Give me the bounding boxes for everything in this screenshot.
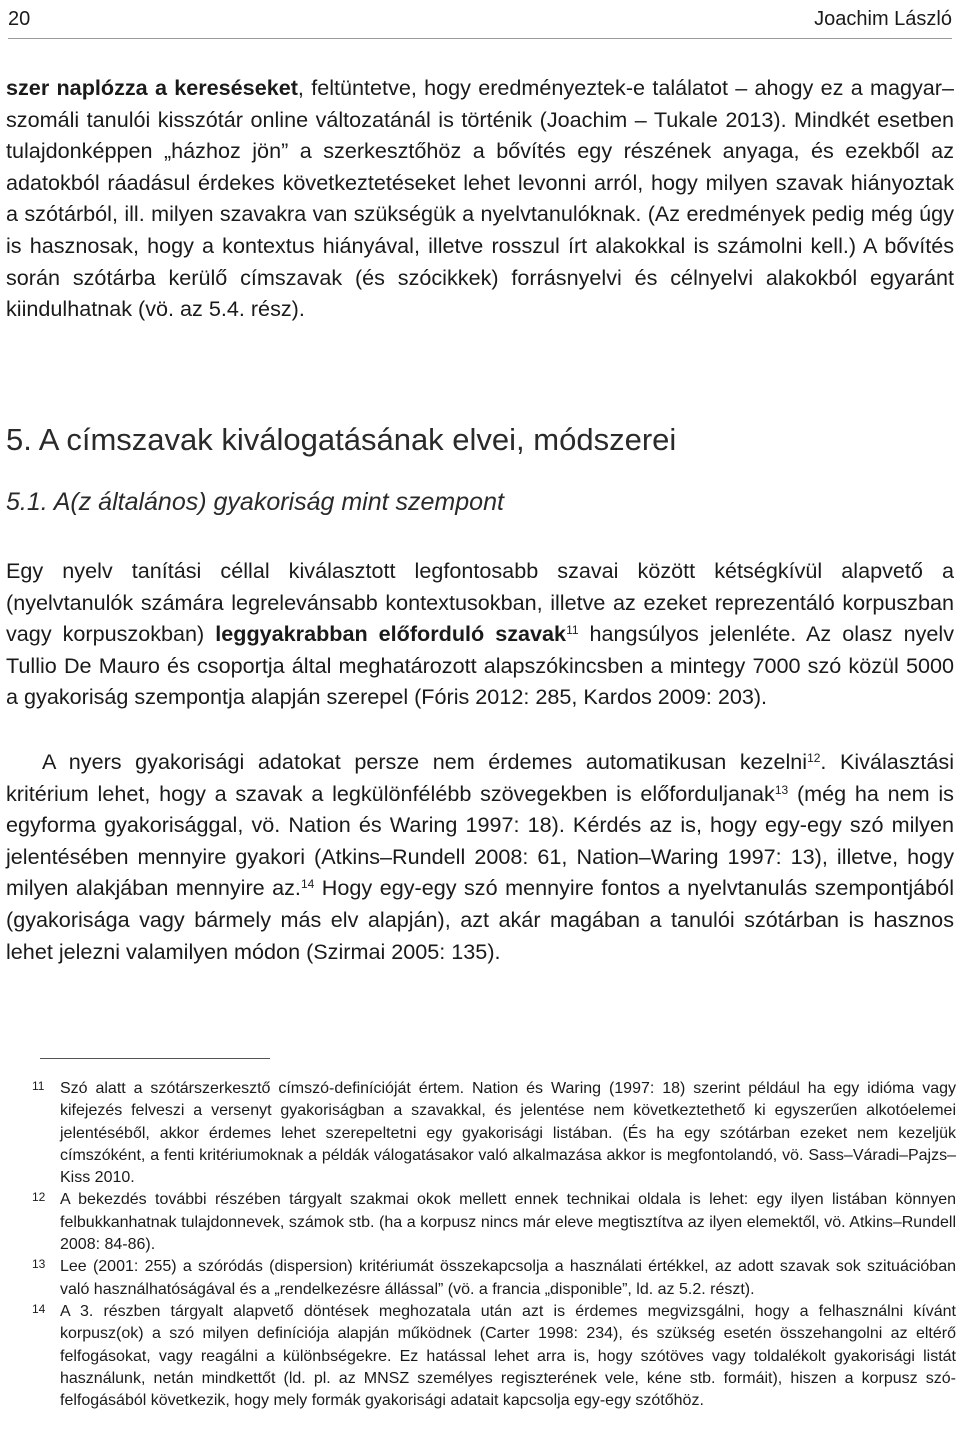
footnote-text: A 3. részben tárgyalt alapvető döntések meghozatala után azt is érdemes megvizsgálni, hogy a felhasználni kívánt korpusz(ok) a szó milyen definíciója alapján működnek (Carter 1998: 234), és szükség esetén összehangolni az eltérő felfogásokat, vagy reagálni a különbségekre. Ez hatással lehet arra is, hogy szótöves vagy toldalékolt gyakorisági listát használunk, netán mindkettőt (ld. pl. az MNSZ személyes regiszterének vele, kéne stb. formáit), hiszen a korpusz szó-felfogásából következik, hogy mely formák gyakorisági adatait kapcsolja egy-egy szótőhöz. (60, 1302, 956, 1410)
paragraph-text: Egy nyelv tanítási céllal kiválasztott legfontosabb szavai között kétségkívül alapvető a (nyelvtanulók számára legrelevánsabb kontextusokban, illetve az ezeket reprezentáló korpuszban vagy korpuszokban) (6, 558, 954, 647)
footnote-ref-14[interactable]: 14 (300, 877, 315, 892)
body-paragraph-2 (6, 555, 954, 713)
body-paragraph-1 (6, 72, 954, 325)
paragraph-text: (még ha nem is egyforma gyakorisággal, vö. Nation és Waring 1997: 18). Kérdés az is, hogy egy-egy szó milyen jelentésében mennyire gyakori (Atkins–Rundell 2008: 61, Nation–Waring 1997: 13), illetve, hogy milyen alakjában mennyire az. (6, 780, 954, 901)
section-heading: 5. A címszavak kiválogatásának elvei, módszerei (6, 422, 677, 457)
paragraph-text: A nyers gyakorisági adatokat persze nem érdemes automatikusan kezelni (42, 749, 808, 774)
body-paragraph-3 (6, 746, 954, 967)
footnote-divider (40, 1058, 270, 1059)
page-number: 20 (8, 8, 31, 30)
paragraph-text: . Kiválasztási kritérium lehet, hogy a szavak a legkülönfélébb szövegekben is előforduljanak (6, 749, 954, 806)
running-head-author: Joachim László (814, 8, 952, 30)
footnote-number: 11 (32, 1079, 45, 1093)
bold-lead-phrase: szer naplózza a kereséseket (6, 75, 298, 100)
bold-term: leggyakrabban előforduló szavak (215, 621, 567, 647)
paragraph-text: Hogy egy-egy szó mennyire fontos a nyelvtanulás szempontjából (gyakorisága vagy bármely más elv alapján), azt akár magában a tanulói szótárban is hasznos lehet jelezni valamilyen módon (Szirmai 2005: 135). (6, 875, 954, 964)
footnote-number: 14 (32, 1301, 46, 1316)
footnote-14 (32, 1301, 956, 1412)
footnotes-section (32, 1078, 956, 1412)
footnote-number: 12 (32, 1190, 46, 1205)
footnote-text: Szó alatt a szótárszerkesztő címszó-definícióját értem. Nation és Waring (1997: 18) szerint például ha egy idióma vagy kifejezés felveszi a versenyt gyakoriságban a szavakkal, és jelentése nem következtethető ki egyszerűen alkotóelemei jelentéséből, akkor érdemes lehet szerepeltetni egy gyakorisági listában. (És ha egy szótárban ezeket nem kezeljük címszóként, a fenti kritériumoknak a példák válogatásakor való alkalmazása akkor is megfontolandó, vö. Sass–Váradi–Pajzs–Kiss 2010. (60, 1080, 956, 1187)
footnote-11 (32, 1078, 956, 1189)
footnote-number: 13 (32, 1257, 46, 1272)
footnote-13 (32, 1256, 956, 1301)
paragraph-text: , feltüntetve, hogy eredményeztek-e találatot – ahogy ez a magyar–szomáli tanulói kisszótár online változatánál is történik (Joachim – Tukale 2013). Mindkét esetben tulajdonképpen „házhoz jön” a szerkesztőhöz a bővítés egy részének anyaga, és ezekből az adatokból ráadásul érdekes következtetéseket lehet levonni arról, hogy milyen szavak hiányoztak a szótárból, ill. milyen szavakra van szükségük a nyelvtanulóknak. (Az eredmények pedig még úgy is hasznosak, hogy a kontextus hiányával, illetve rosszul írt alakokkal is számolni kell.) A bővítés során szótárba kerülő címszavak (és szócikkek) forrásnyelvi és célnyelvi alakokból egyaránt kiindulhatnak (vö. az 5.4. rész). (6, 75, 954, 322)
footnote-ref-11[interactable]: 11 (566, 623, 579, 638)
running-header (8, 8, 952, 39)
footnote-ref-12[interactable]: 12 (807, 751, 821, 765)
footnote-ref-13[interactable]: 13 (774, 782, 789, 797)
paragraph-text: hangsúlyos jelenléte. Az olasz nyelv Tullio De Mauro és csoportja által meghatározott alapszókincsben a mintegy 7000 szó közül 5000 a gyakoriság szempontja alapján szerepel (Fóris 2012: 285, Kardos 2009: 203). (6, 621, 955, 710)
footnote-text: Lee (2001: 255) a szóródás (dispersion) kritériumát összekapcsolja a használati értékkel, az adott szavak sok szituációban való használhatóságával és a „rendelkezésre állással” (vö. a francia „disponible”, ld. az 5.2. részt). (60, 1258, 956, 1298)
subsection-heading: 5.1. A(z általános) gyakoriság mint szempont (6, 488, 504, 516)
footnote-text: A bekezdés további részében tárgyalt szakmai okok mellett ennek technikai oldala is lehet: egy ilyen listában könnyen felbukkanhatnak tulajdonnevek, számok stb. (ha a korpusz nincs már eleve megtisztítva az ilyen elemektől, vö. Atkins–Rundell 2008: 84-86). (60, 1191, 956, 1254)
footnote-12 (32, 1189, 956, 1256)
